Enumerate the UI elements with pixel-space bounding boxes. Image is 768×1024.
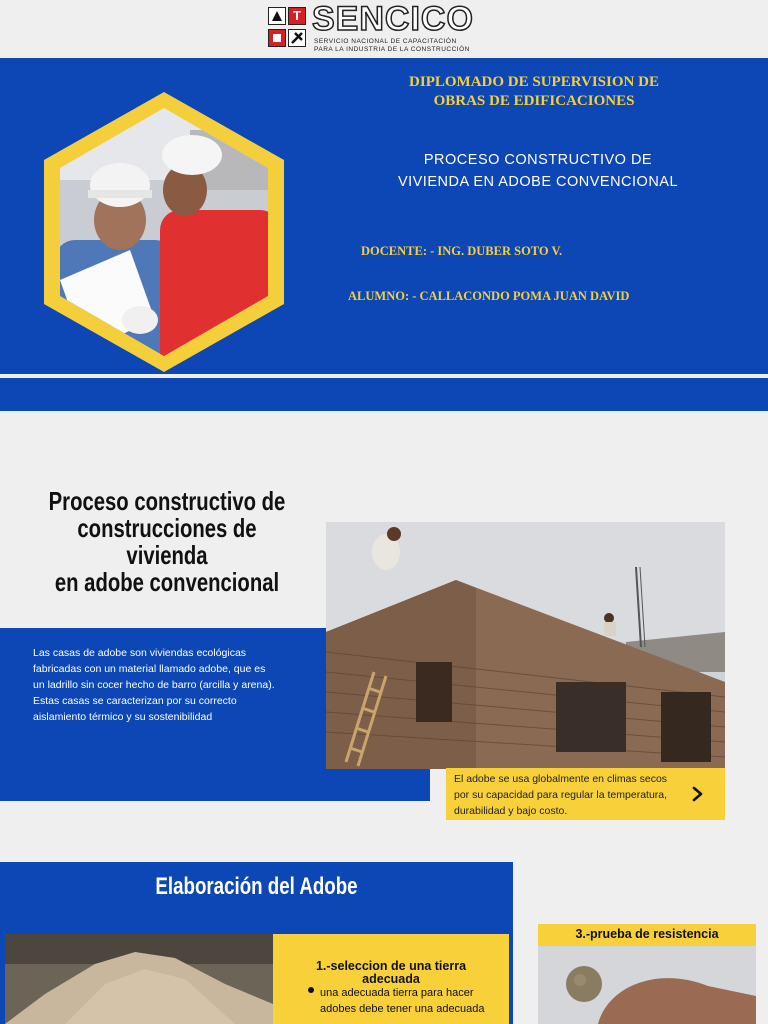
step1-title-line-1: 1.-seleccion de una tierra [315, 959, 467, 973]
teacher-label: DOCENTE: - ING. DUBER SOTO V. [361, 244, 563, 258]
hero-bottom-strip [0, 378, 768, 411]
elaboration-heading-text: Elaboración del Adobe [155, 873, 358, 900]
logo-tile-letter: T [288, 7, 306, 25]
student-label: ALUMNO: - CALLACONDO POMA JUAN DAVID [348, 289, 630, 303]
next-chevron-icon[interactable] [690, 785, 706, 803]
resistance-test-photo [538, 946, 756, 1024]
logo-subtitle-1: SERVICIO NACIONAL DE CAPACITACIÓN [314, 38, 457, 45]
adobe-fact-caption: El adobe se usa globalmente en climas secos por su capacidad para regular la temperatura, durabilidad y bajo costo. [454, 773, 668, 817]
soil-pile-photo [5, 934, 273, 1024]
program-line-2: OBRAS DE EDIFICACIONES [433, 93, 635, 109]
hero-title-line-2: VIVIENDA EN ADOBE CONVENCIONAL [397, 174, 679, 190]
logo-tile-tool-icon [288, 29, 306, 47]
logo-tile-square-icon [268, 29, 286, 47]
logo-subtitle-2: PARA LA INDUSTRIA DE LA CONSTRUCCIÓN [314, 46, 470, 53]
step1-bullet-dot [308, 987, 314, 993]
hero-title [376, 149, 700, 193]
sencico-logo [268, 0, 474, 53]
program-line-1: DIPLOMADO DE SUPERVISION DE [409, 74, 659, 90]
step1-title [273, 960, 509, 986]
elaboration-heading [0, 872, 513, 902]
section1-heading [15, 488, 319, 596]
section1-heading-line-2: construcciones de vivienda [77, 513, 257, 570]
adobe-house-photo [326, 522, 725, 769]
section1-heading-line-1: Proceso constructivo de [48, 486, 286, 516]
hexagon-worker-photo [40, 90, 288, 374]
program-title [384, 73, 684, 111]
logo-brand-text: SENCICO [312, 0, 474, 38]
step1-title-line-2: adecuada [362, 972, 420, 986]
section1-paragraph: Las casas de adobe son viviendas ecológicas fabricadas con un material llamado adobe, que es un ladrillo sin cocer hecho de barro (arcilla y arena). Estas casas se caracterizan por su correcto aislamiento térmico y su sostenibilidad [33, 647, 275, 723]
step1-bullet-text: una adecuada tierra para hacer adobes debe tener una adecuada [320, 987, 485, 1015]
step3-title: 3.-prueba de resistencia [575, 927, 719, 941]
hero-title-line-1: PROCESO CONSTRUCTIVO DE [423, 152, 653, 168]
section1-heading-line-3: en adobe convencional [54, 567, 280, 597]
logo-tile-pen-icon [268, 7, 286, 25]
